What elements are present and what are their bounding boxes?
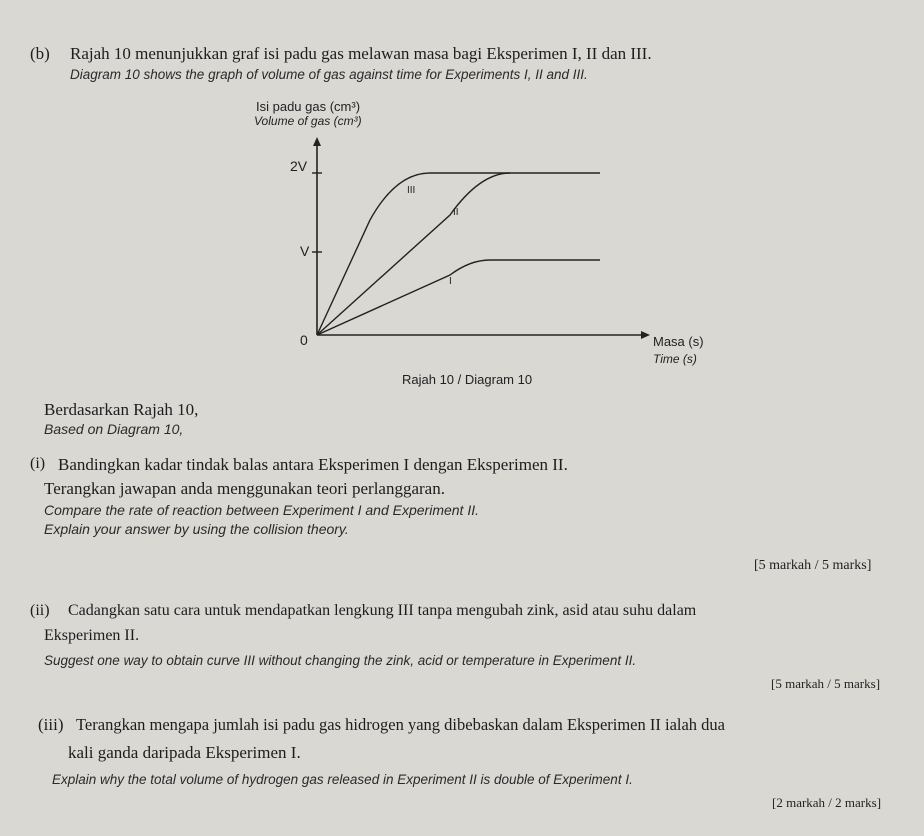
x-axis-label-en: Time (s) <box>653 352 697 366</box>
curve-III <box>317 173 600 335</box>
curve-label-III: III <box>407 185 416 196</box>
q1-text-ms-1: Bandingkan kadar tindak balas antara Eksperimen I dengan Eksperimen II. <box>58 455 568 474</box>
question-intro-ms: Rajah 10 menunjukkan graf isi padu gas melawan masa bagi Eksperimen I, II dan III. <box>70 44 652 63</box>
origin-label: 0 <box>300 332 308 348</box>
q3-marks: [2 markah / 2 marks] <box>772 795 882 810</box>
y-axis-arrow <box>313 137 321 146</box>
q2-number: (ii) <box>30 602 50 619</box>
volume-time-graph <box>270 135 730 390</box>
tick-label-v: V <box>300 243 310 259</box>
q3-text-ms-1: Terangkan mengapa jumlah isi padu gas hidrogen yang dibebaskan dalam Eksperimen II ialah dua <box>76 715 726 734</box>
curve-II <box>317 173 510 335</box>
q1-text-en-2: Explain your answer by using the collision theory. <box>44 521 349 537</box>
q2-text-ms-1: Cadangkan satu cara untuk mendapatkan lengkung III tanpa mengubah zink, asid atau suhu dalam <box>68 602 697 619</box>
q1-text-en-1: Compare the rate of reaction between Experiment I and Experiment II. <box>44 502 480 518</box>
q3-text-en-1: Explain why the total volume of hydrogen gas released in Experiment II is double of Experiment I. <box>52 772 633 787</box>
q1-marks: [5 markah / 5 marks] <box>754 558 872 573</box>
curve-label-II: II <box>453 207 459 218</box>
q1-text-ms-2: Terangkan jawapan anda menggunakan teori perlanggaran. <box>44 479 445 498</box>
question-part-label: (b) <box>30 44 50 63</box>
q2-marks: [5 markah / 5 marks] <box>771 676 881 691</box>
diagram-caption: Rajah 10 / Diagram 10 <box>402 372 533 387</box>
x-axis-label-ms: Masa (s) <box>653 334 704 349</box>
q2-text-ms-2: Eksperimen II. <box>44 627 140 644</box>
question-intro-en: Diagram 10 shows the graph of volume of gas against time for Experiments I, II and III. <box>70 67 588 82</box>
q1-number: (i) <box>30 455 46 472</box>
based-on-ms: Berdasarkan Rajah 10, <box>44 400 199 419</box>
q3-number: (iii) <box>38 715 64 734</box>
q2-text-en-1: Suggest one way to obtain curve III without changing the zink, acid or temperature in Experiment II. <box>44 653 637 668</box>
y-axis-label-ms: Isi padu gas (cm³) <box>256 99 361 114</box>
q3-text-ms-2: kali ganda daripada Eksperimen I. <box>68 743 301 762</box>
curve-label-I: I <box>449 276 452 287</box>
tick-label-2v: 2V <box>290 158 308 174</box>
x-axis-arrow <box>641 331 650 339</box>
y-axis-label-en: Volume of gas (cm³) <box>254 114 362 128</box>
based-on-en: Based on Diagram 10, <box>44 421 184 437</box>
